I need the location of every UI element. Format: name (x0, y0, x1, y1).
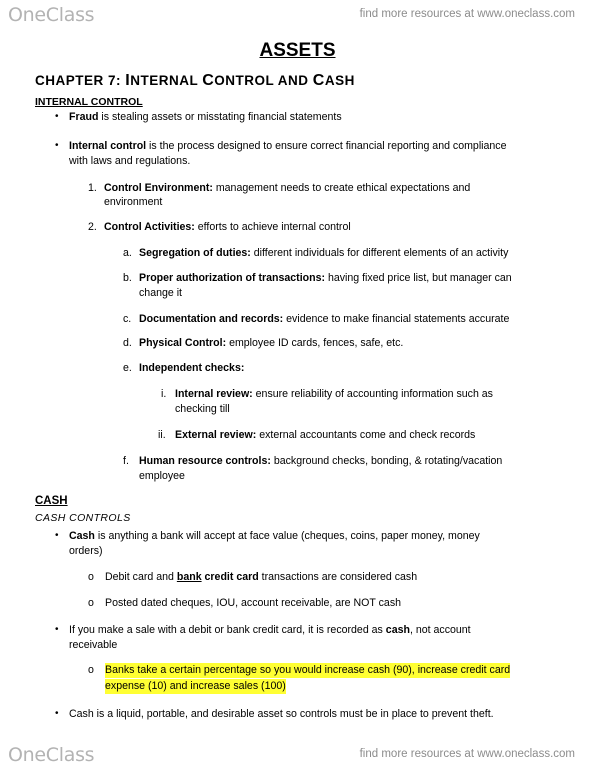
bullet-icon: • (55, 140, 59, 151)
highlighted-note-cont: expense (10) and increase sales (100) (105, 680, 286, 692)
human-resource-item: Human resource controls: background checks, bonding, & rotating/vacation (139, 455, 503, 467)
bullet-icon: • (55, 708, 59, 719)
internal-control-item-cont: with laws and regulations. (69, 155, 191, 167)
not-cash-item: Posted dated cheques, IOU, account receivable, are NOT cash (105, 597, 402, 609)
documentation-item: Documentation and records: evidence to make financial statements accurate (139, 313, 510, 325)
footer-resource-link[interactable]: find more resources at www.oneclass.com (359, 748, 575, 760)
document-title: ASSETS (259, 40, 336, 61)
external-review-item: External review: external accountants come and check records (175, 429, 476, 441)
list-number: 2. (88, 221, 97, 233)
authorization-item: Proper authorization of transactions: having fixed price list, but manager can (139, 272, 512, 284)
bullet-icon: • (55, 530, 59, 541)
cash-heading: CASH (35, 495, 68, 507)
independent-checks-item: Independent checks: (139, 362, 245, 374)
list-letter: d. (123, 337, 132, 349)
list-letter: a. (123, 247, 132, 259)
list-letter: b. (123, 272, 132, 284)
internal-control-heading: INTERNAL CONTROL (35, 96, 143, 108)
page-footer (0, 740, 595, 770)
list-letter: e. (123, 362, 132, 374)
authorization-item-cont: change it (139, 287, 182, 299)
header-resource-link[interactable]: find more resources at www.oneclass.com (359, 8, 575, 20)
sale-recording-item: If you make a sale with a debit or bank credit card, it is recorded as cash, not account (69, 624, 471, 636)
bullet-icon: • (55, 111, 59, 122)
internal-review-item-cont: checking till (175, 403, 230, 415)
oneclass-logo[interactable]: OneClass (8, 4, 95, 26)
cash-definition-item-cont: orders) (69, 545, 103, 557)
segregation-item: Segregation of duties: different individuals for different elements of an activity (139, 247, 509, 259)
chapter-heading: CHAPTER 7: INTERNAL CONTROL AND CASH (35, 72, 355, 89)
control-environment-item-cont: environment (104, 196, 163, 208)
list-roman: ii. (158, 429, 166, 441)
physical-control-item: Physical Control: employee ID cards, fences, safe, etc. (139, 337, 404, 349)
debit-card-item: Debit card and bank credit card transactions are considered cash (105, 571, 418, 583)
list-roman: i. (161, 388, 167, 400)
internal-control-item: Internal control is the process designed to ensure correct financial reporting and compliance (69, 140, 507, 152)
fraud-item: Fraud is stealing assets or misstating financial statements (69, 111, 342, 123)
control-environment-item: Control Environment: management needs to create ethical expectations and (104, 182, 471, 194)
oneclass-logo[interactable]: OneClass (8, 744, 95, 766)
control-activities-item: Control Activities: efforts to achieve internal control (104, 221, 351, 233)
sub-bullet-mark: o (88, 664, 94, 676)
cash-definition-item: Cash is anything a bank will accept at face value (cheques, coins, paper money, money (69, 530, 480, 542)
list-letter: c. (123, 313, 132, 325)
list-number: 1. (88, 182, 97, 194)
cash-controls-subheading: CASH CONTROLS (35, 512, 131, 524)
human-resource-item-cont: employee (139, 470, 185, 482)
sub-bullet-mark: o (88, 597, 94, 609)
cash-theft-item: Cash is a liquid, portable, and desirable asset so controls must be in place to prevent theft. (69, 708, 494, 720)
sale-recording-item-cont: receivable (69, 639, 118, 651)
sub-bullet-mark: o (88, 571, 94, 583)
page-header (0, 0, 595, 30)
bullet-icon: • (55, 624, 59, 635)
highlighted-note: Banks take a certain percentage so you would increase cash (90), increase credit card (105, 664, 511, 676)
list-letter: f. (123, 455, 129, 467)
internal-review-item: Internal review: ensure reliability of accounting information such as (175, 388, 493, 400)
